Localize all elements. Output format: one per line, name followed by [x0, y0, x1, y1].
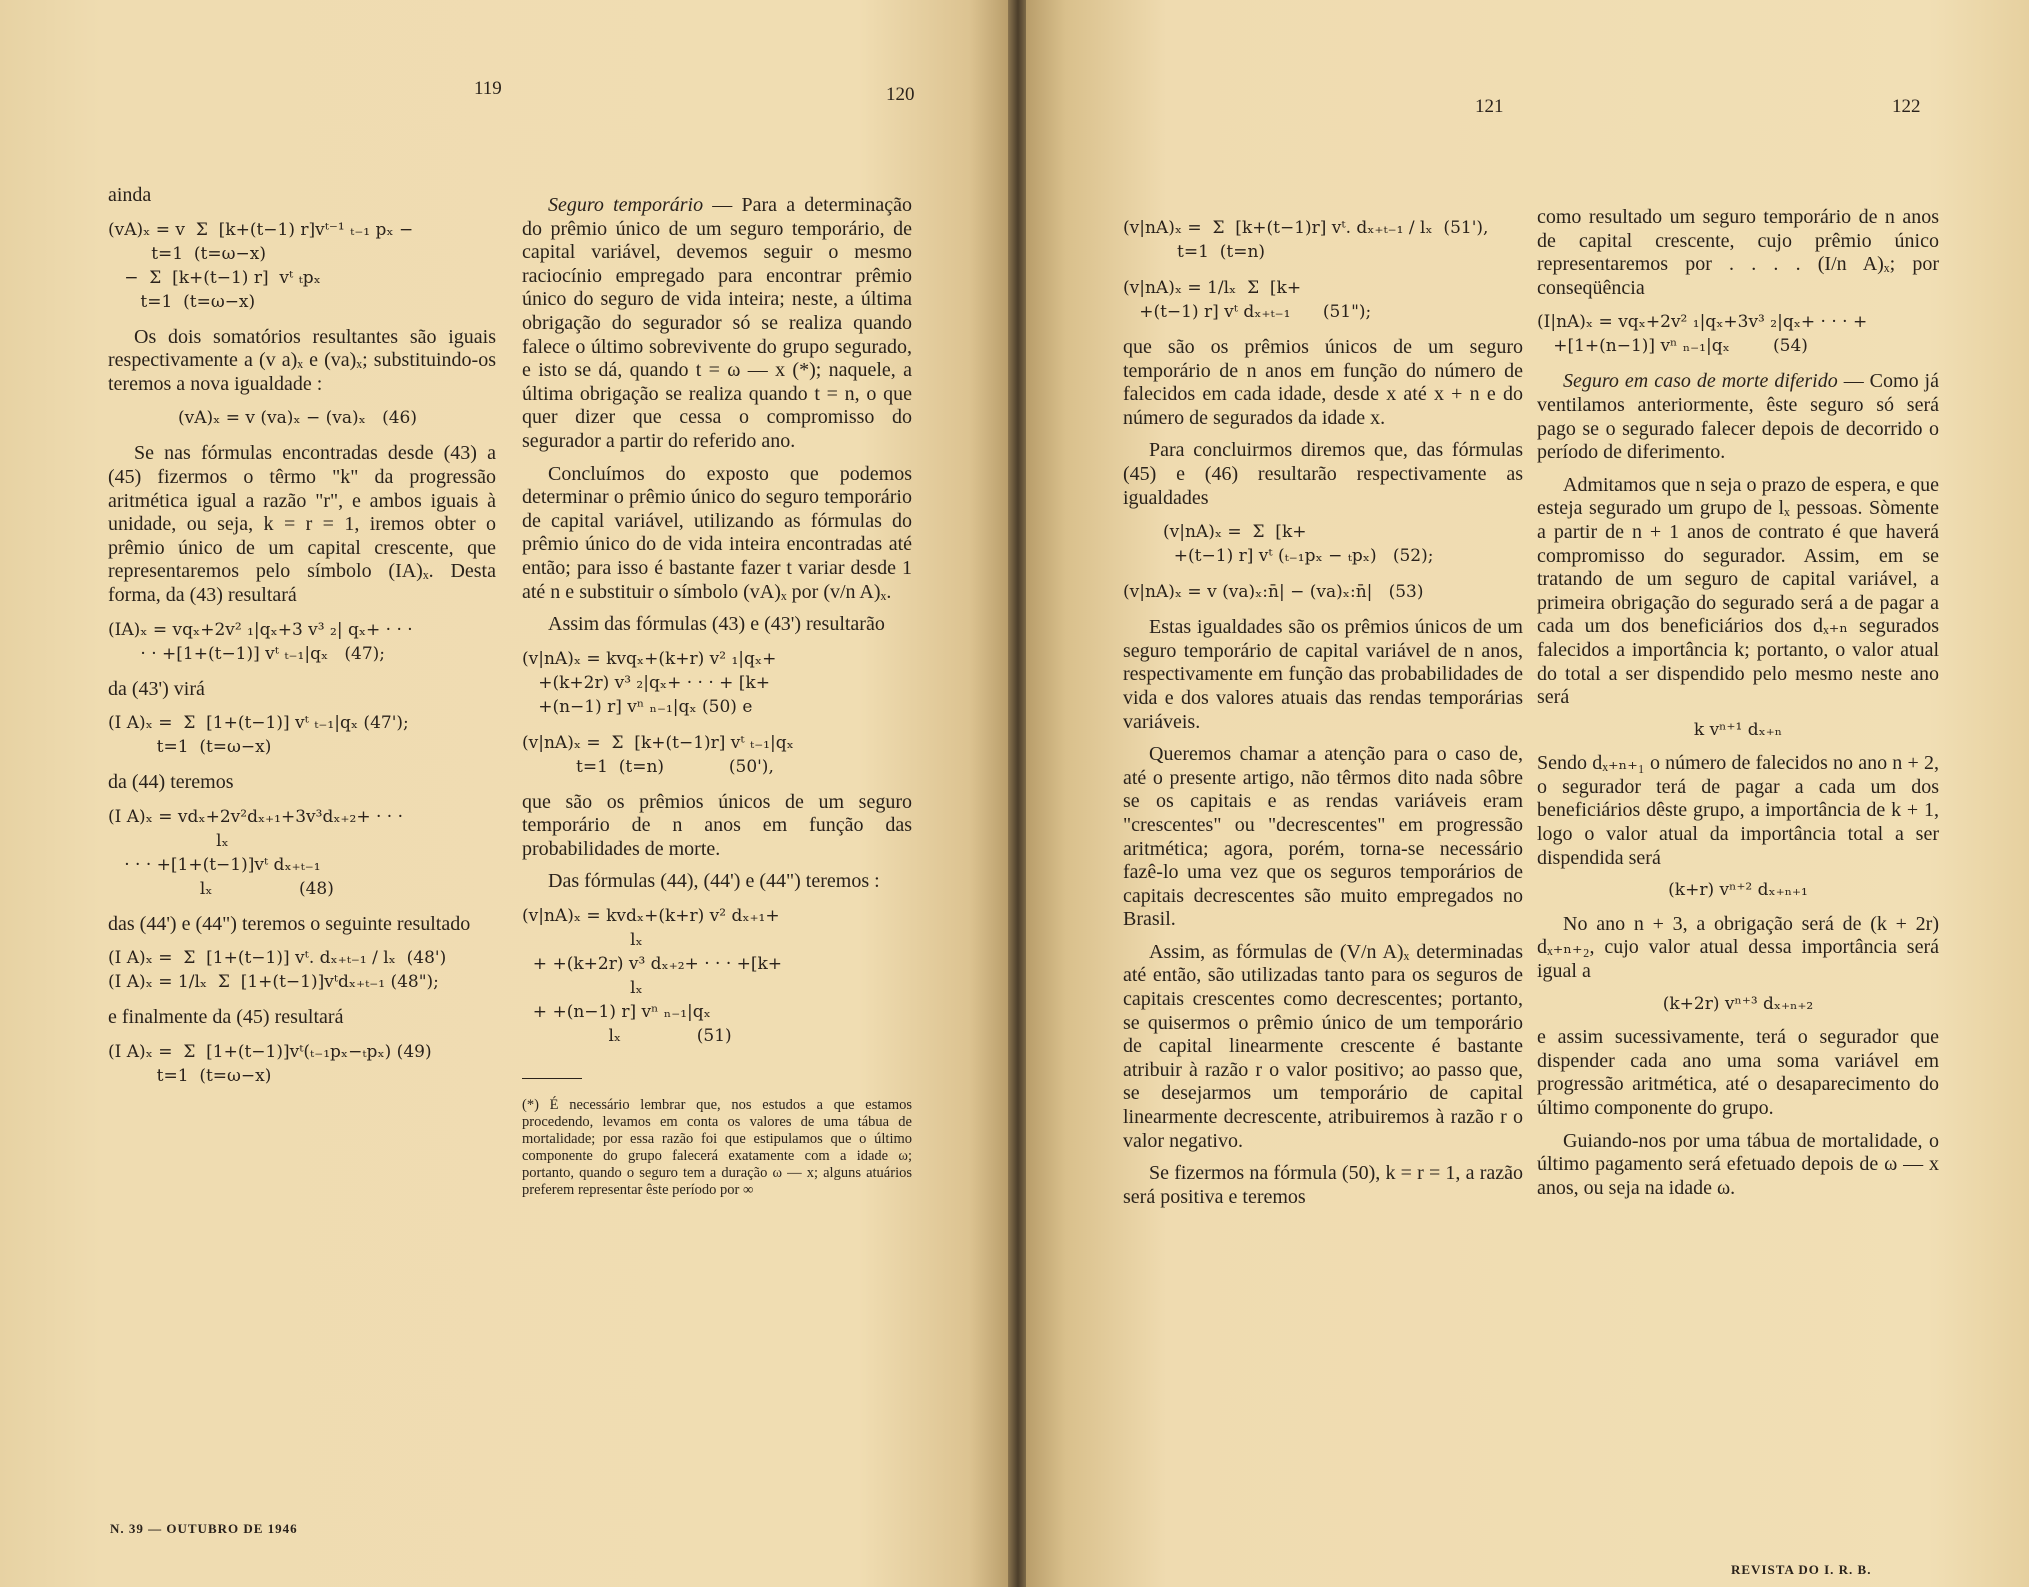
paragraph: Se nas fórmulas encontradas desde (43) a (45) fizermos o têrmo "k" da progressão aritmética igual a razão "r", e ambos iguais à unidade, ou seja, k = r = 1, iremos obter o prêmio único de um capital crescente, que representaremos pelo símbolo (IA)ₓ. Desta forma, da (43) resultará: [108, 442, 496, 606]
paragraph: Os dois somatórios resultantes são iguais respectivamente a (v a)ₓ e (va)ₓ; substituindo-os teremos a nova igualdade :: [108, 325, 496, 395]
formula-53: (v|nA)ₓ = v (va)ₓ:n̄| − (va)ₓ:n̄| (53): [1123, 582, 1424, 603]
paragraph: Admitamos que n seja o prazo de espera, e que esteja segurado um grupo de lₓ pessoas. Sòmente a partir de n + 1 anos de contrato é que haverá compromisso do segurador. Assim, em se tratando de um seguro de capital variável, a primeira obrigação do segurado será a de pagar a cada um dos beneficiários dos dₓ₊ₙ segurados falecidos a importância k; portanto, o valor atual do total a ser dispendido pelo mesmo neste ano será: [1537, 473, 1939, 709]
footnote: (*) É necessário lembrar que, nos estudos a que estamos procedendo, levamos em conta os valores de uma tábua de mortalidade; por essa razão foi que estipulamos que o último componente do grupo falecerá exatamente com a idade ω; portanto, quando o seguro tem a duração ω — x; alguns atuários preferem representar êste período por ∞: [522, 1097, 912, 1199]
formula-46: (vA)ₓ = v (va)ₓ − (va)ₓ (46): [178, 408, 417, 429]
right-page: [1026, 0, 2029, 1587]
paragraph-text: — Para a determinação do prêmio único de um seguro temporário, de capital variável, devemos seguir o mesmo raciocínio empregado para encontrar prêmio único do seguro de vida inteira; neste, a última obrigação do segurador só se realiza quando falece o último sobrevivente do grupo segurado, e isto se dá, quando t = ω — x (*); naquele, a última obrigação se realiza quando t = n, o que quer dizer que cessa o compromisso do segurador a partir do referido ano.: [522, 194, 912, 452]
formula-51: (v|nA)ₓ = kvdₓ+(k+r) v² dₓ₊₁+ lₓ + +(k+2r) v³ dₓ₊₂+ · · · +[k+ lₓ + +(n−1) r] vⁿ ₙ₋₁|qₓ lₓ (51): [522, 906, 783, 1047]
left-page: [0, 0, 1010, 1587]
column-121: [1123, 206, 1523, 1218]
paragraph: No ano n + 3, a obrigação será de (k + 2r) dₓ₊ₙ₊₂, cujo valor atual dessa importância será igual a: [1537, 912, 1939, 983]
heading-seguro-diferido: Seguro em caso de morte diferido: [1563, 370, 1838, 393]
text-ainda: ainda: [108, 184, 152, 206]
footer-journal: REVISTA DO I. R. B.: [1731, 1562, 1872, 1577]
paragraph: Assim das fórmulas (43) e (43') resultarão: [548, 613, 885, 636]
formula-48: (I A)ₓ = vdₓ+2v²dₓ₊₁+3v³dₓ₊₂+ · · · lₓ · · · +[1+(t−1)]vᵗ dₓ₊ₜ₋₁ lₓ (48): [108, 806, 403, 899]
footnote-divider: [522, 1078, 582, 1079]
formula-47: (IA)ₓ = vqₓ+2v² ₁|qₓ+3 v³ ₂| qₓ+ · · · · · +[1+(t−1)] vᵗ ₜ₋₁|qₓ (47);: [108, 619, 413, 664]
paragraph: que são os prêmios únicos de um seguro temporário de n anos em função do número de falecidos em cada idade, desde x até x + n e do número de segurados da idade x.: [1123, 336, 1523, 429]
formula-48-primes: (I A)ₓ = Σ [1+(t−1)] vᵗ. dₓ₊ₜ₋₁ / lₓ (48') (I A)ₓ = 1/lₓ Σ [1+(t−1)]vᵗdₓ₊ₜ₋₁ (48");: [108, 948, 447, 993]
footer-issue: N. 39 — OUTUBRO DE 1946: [110, 1521, 298, 1536]
formula-49: (I A)ₓ = Σ [1+(t−1)]vᵗ(ₜ₋₁pₓ−ₜpₓ) (49) t=1 (t=ω−x): [108, 1041, 432, 1086]
page-number-120: 120: [886, 84, 915, 105]
page-number-121: 121: [1475, 96, 1504, 117]
paragraph: Concluímos do exposto que podemos determinar o prêmio único do seguro temporário de capital variável, utilizando as fórmulas do prêmio único do de vida inteira encontradas até então; para isso é bastante fazer t variar desde 1 até n e substituir o símbolo (vA)ₓ por (v/n A)ₓ.: [522, 462, 912, 603]
paragraph: Das fórmulas (44), (44') e (44") teremos :: [548, 870, 880, 893]
formula-47-prime: (I A)ₓ = Σ [1+(t−1)] vᵗ ₜ₋₁|qₓ (47'); t=1 (t=ω−x): [108, 713, 409, 758]
formula-51-double-prime: (v|nA)ₓ = 1/lₓ Σ [k+ +(t−1) r] vᵗ dₓ₊ₜ₋₁ (51");: [1123, 278, 1372, 322]
column-122: [1537, 206, 1939, 1209]
paragraph: Para concluirmos diremos que, das fórmulas (45) e (46) resultarão respectivamente as igualdades: [1123, 439, 1523, 509]
text-das-44: das (44') e (44") teremos o seguinte resultado: [108, 912, 471, 935]
formula-52: (v|nA)ₓ = Σ [k+ +(t−1) r] vᵗ (ₜ₋₁pₓ − ₜpₓ) (52);: [1163, 522, 1434, 567]
paragraph-seguro-diferido: [1537, 370, 1939, 464]
paragraph: Guiando-nos por uma tábua de mortalidade, o último pagamento será efetuado depois de ω — x anos, ou seja na idade ω.: [1537, 1129, 1939, 1199]
heading-seguro-temporario: Seguro temporário: [548, 194, 704, 216]
paragraph: Queremos chamar a atenção para o caso de, até o presente artigo, não têrmos dito nada sôbre se os capitais e as rendas variáveis eram "crescentes" ou "decrescentes" em progressão aritmética; agora, porém, torna-se necessário fazê-lo uma vez que os seguros temporários de capitais decrescentes são muito empregados no Brasil.: [1123, 743, 1523, 931]
column-120: [522, 194, 912, 1199]
paragraph-seguro-temporario: [522, 194, 912, 454]
text-da-44: da (44) teremos: [108, 771, 234, 794]
paragraph: Se fizermos na fórmula (50), k = r = 1, a razão será positiva e teremos: [1123, 1162, 1523, 1208]
formula-50-prime: (v|nA)ₓ = Σ [k+(t−1)r] vᵗ ₜ₋₁|qₓ t=1 (t=n) (50'),: [522, 732, 794, 777]
paragraph: Sendo dₓ₊ₙ₊₁ o número de falecidos no ano n + 2, o segurador terá de pagar a cada um dos beneficiários dêste grupo, a importância de k + 1, logo o valor atual da importância total a ser dispendida será: [1537, 752, 1939, 869]
paragraph: que são os prêmios únicos de um seguro temporário de n anos em função das probabilidades de morte.: [522, 790, 912, 860]
paragraph: Estas igualdades são os prêmios únicos de um seguro temporário de capital variável de n anos, respectivamente em função das probabilidades de vida e dos valores atuais das rendas temporárias variáveis.: [1123, 616, 1523, 733]
column-119: [108, 184, 496, 1100]
formula-50: (v|nA)ₓ = kvqₓ+(k+r) v² ₁|qₓ+ +(k+2r) v³ ₂|qₓ+ · · · + [k+ +(n−1) r] vⁿ ₙ₋₁|qₓ (50) e: [522, 648, 777, 717]
paragraph: e assim sucessivamente, terá o segurador que dispender cada ano uma soma variável em progressão aritmética, até o desaparecimento do último componente do grupo.: [1537, 1026, 1939, 1119]
formula-first-payment: k vⁿ⁺¹ dₓ₊ₙ: [1693, 719, 1783, 740]
formula-54: (I|nA)ₓ = vqₓ+2v² ₁|qₓ+3v³ ₂|qₓ+ · · · + +[1+(n−1)] vⁿ ₙ₋₁|qₓ (54): [1537, 312, 1868, 357]
formula-51-prime: (v|nA)ₓ = Σ [k+(t−1)r] vᵗ. dₓ₊ₜ₋₁ / lₓ (51'), t=1 (t=n): [1123, 218, 1489, 262]
formula-second-payment: (k+r) vⁿ⁺² dₓ₊ₙ₊₁: [1668, 880, 1808, 901]
page-number-122: 122: [1892, 96, 1921, 117]
paragraph: como resultado um seguro temporário de n anos de capital crescente, cujo prêmio único representaremos por . . . . (I/n A)ₓ; por conseqüência: [1537, 206, 1939, 299]
paragraph: Assim, as fórmulas de (V/n A)ₓ determinadas até então, são utilizadas tanto para os seguros de capitais crescentes como decrescentes; portanto, se quisermos o prêmio único de um temporário de capital linearmente crescente é bastante atribuir à razão r o valor positivo; ao passo que, se desejarmos um temporário de capital linearmente decrescente, atribuiremos à razão r o valor negativo.: [1123, 940, 1523, 1152]
text-da-43: da (43') virá: [108, 677, 205, 700]
formula-va-expansion: (vA)ₓ = v Σ [k+(t−1) r]vᵗ⁻¹ ₜ₋₁ pₓ − t=1 (t=ω−x) − Σ [k+(t−1) r] vᵗ ₜpₓ t=1 (t=ω−x): [108, 219, 414, 312]
page-number-119: 119: [474, 78, 502, 99]
paragraph-text: — Como já ventilamos anteriormente, êste seguro só será pago se o segurado falecer depois de decorrido o período de diferimento.: [1537, 370, 1939, 464]
formula-third-payment: (k+2r) vⁿ⁺³ dₓ₊ₙ₊₂: [1662, 993, 1814, 1014]
book-gutter: [1008, 0, 1028, 1587]
text-e-finalmente: e finalmente da (45) resultará: [108, 1006, 344, 1029]
